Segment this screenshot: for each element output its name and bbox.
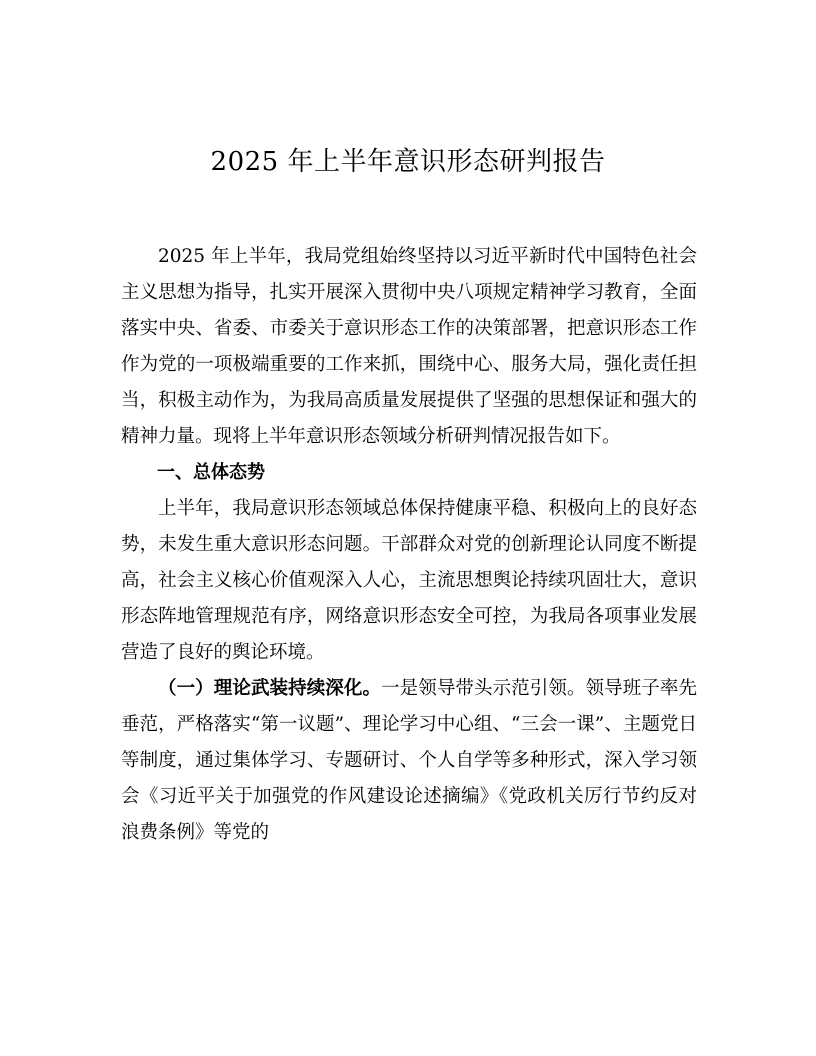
subsection-heading-theory-armament: （一）理论武装持续深化。 [158,678,382,699]
theory-armament-text: 一是领导带头示范引领。领导班子率先垂范，严格落实“第一议题”、理论学习中心组、“三会一课”、主题党日等制度，通过集体学习、专题研讨、个人自学等多种形式，深入学习领会《习近平关于加强党的作风建设论述摘编》《党政机关厉行节约反对浪费条例》等党的 [121,678,697,843]
intro-paragraph: 2025 年上半年，我局党组始终坚持以习近平新时代中国特色社会主义思想为指导，扎实开展深入贯彻中央八项规定精神学习教育，全面落实中央、省委、市委关于意识形态工作的决策部署，把意识形态工作作为党的一项极端重要的工作来抓，围绕中心、服务大局，强化责任担当，积极主动作为，为我局高质量发展提供了坚强的思想保证和强大的精神力量。现将上半年意识形态领域分析研判情况报告如下。 [121,246,697,447]
section-heading-overall-situation: 一、总体态势 [157,462,265,483]
document-title: 2025 年上半年意识形态研判报告 [210,147,606,177]
overall-situation-paragraph: 上半年，我局意识形态领域总体保持健康平稳、积极向上的良好态势，未发生重大意识形态问题。干部群众对党的创新理论认同度不断提高，社会主义核心价值观深入人心，主流思想舆论持续巩固壮大，意识形态阵地管理规范有序，网络意识形态安全可控，为我局各项事业发展营造了良好的舆论环境。 [121,498,697,663]
document-body [121,239,697,851]
theory-armament-paragraph [121,671,697,851]
